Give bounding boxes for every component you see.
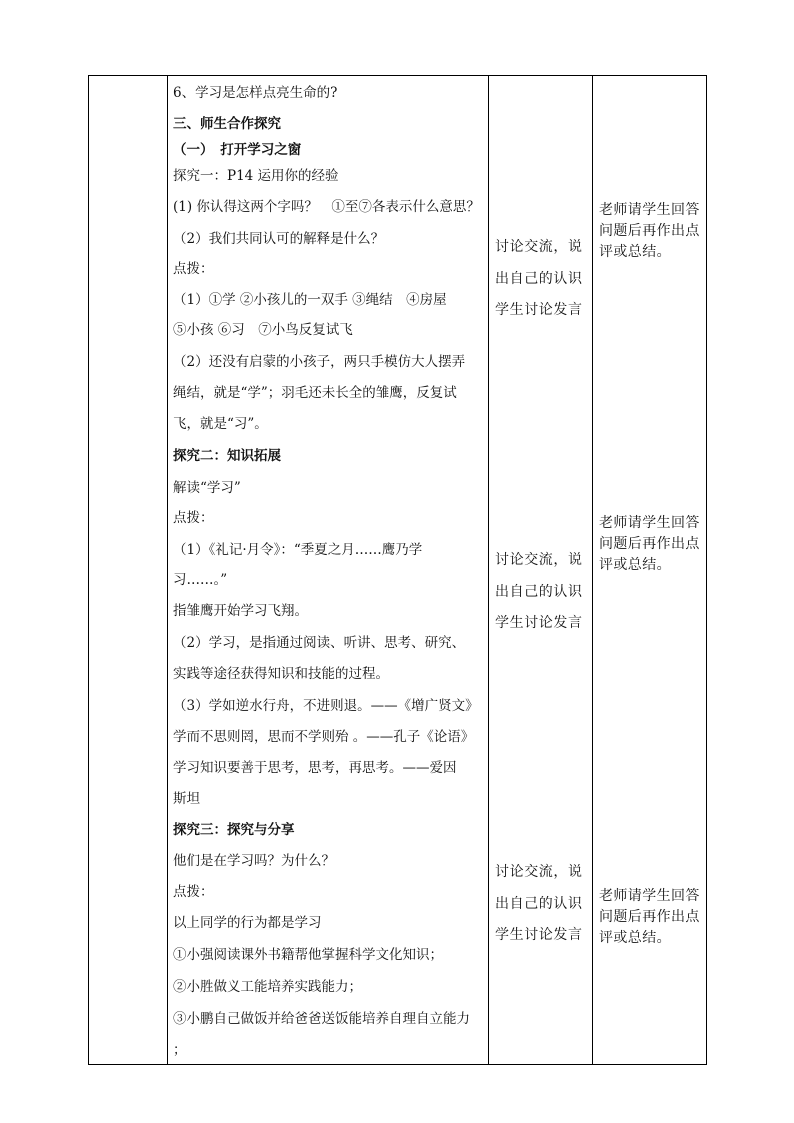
explore-1-line: 绳结，就是“学”；羽毛还未长全的雏鹰，反复试 <box>173 385 457 401</box>
teacher-activity-line: 评或总结。 <box>599 244 671 260</box>
explore-3-line: ； <box>173 1042 187 1058</box>
explore-1-line: 飞，就是“习”。 <box>173 416 268 432</box>
explore-1-line: ⑤小孩 ⑥习 ⑦小鸟反复试飞 <box>173 322 353 338</box>
explore-2-line: （2）学习，是指通过阅读、听讲、思考、研究、 <box>173 635 466 651</box>
subsection-heading: （一） 打开学习之窗 <box>173 142 302 158</box>
student-activity-line: 出自己的认识 <box>495 583 583 600</box>
explore-3-line: ①小强阅读课外书籍帮他掌握科学文化知识； <box>173 947 443 963</box>
student-activity-line: 学生讨论发言 <box>495 302 583 318</box>
explore-2-line: 习……。” <box>173 572 228 588</box>
student-activity-line: 讨论交流，说 <box>495 552 583 568</box>
student-activity-block <box>495 550 583 645</box>
explore-3-line: ③小鹏自己做饭并给爸爸送饭能培养自理自立能力 <box>173 1011 470 1027</box>
explore-3-line: 点拨： <box>173 884 214 900</box>
explore-3-title: 探究三：探究与分享 <box>173 822 295 838</box>
teacher-activity-line: 问题后再作出点 <box>599 536 700 552</box>
student-activity-line: 讨论交流，说 <box>495 864 583 880</box>
student-activity-block <box>495 237 583 332</box>
explore-1-title: 探究一：P14 运用你的经验 <box>173 168 339 184</box>
section-heading: 三、师生合作探究 <box>173 116 281 132</box>
explore-2-title: 探究二：知识拓展 <box>173 448 281 464</box>
explore-1-line: (1) 你认得这两个字吗？ ①至⑦各表示什么意思？ <box>173 199 480 215</box>
explore-2-line: 指雏鹰开始学习飞翔。 <box>173 603 308 619</box>
explore-2-line: 斯坦 <box>173 791 200 807</box>
explore-2-line: （1）《礼记·月令》：“季夏之月……鹰乃学 <box>173 542 423 558</box>
teacher-activity-block <box>599 886 700 949</box>
student-activity-line: 学生讨论发言 <box>495 615 583 631</box>
student-activity-block <box>495 862 583 957</box>
explore-3-line: ②小胜做义工能培养实践能力； <box>173 979 362 995</box>
lesson-plan-table <box>88 75 707 1065</box>
teacher-activity-line: 老师请学生回答 <box>599 202 700 218</box>
teacher-activity-line: 评或总结。 <box>599 557 671 573</box>
teacher-activity-block <box>599 200 700 263</box>
teacher-activity-line: 评或总结。 <box>599 930 671 946</box>
teacher-activity-line: 老师请学生回答 <box>599 515 700 531</box>
teacher-activity-line: 问题后再作出点 <box>599 909 700 925</box>
column-teaching-content <box>168 76 489 1064</box>
explore-2-line: （3）学如逆水行舟，不进则退。——《增广贤文》 <box>173 698 479 714</box>
teacher-activity-line: 问题后再作出点 <box>599 223 700 239</box>
explore-3-line: 他们是在学习吗？为什么？ <box>173 853 335 869</box>
explore-3-line: 以上同学的行为都是学习 <box>173 915 322 931</box>
student-activity-line: 学生讨论发言 <box>495 927 583 943</box>
explore-1-line: （2）我们共同认可的解释是什么？ <box>173 231 385 247</box>
student-activity-line: 出自己的认识 <box>495 270 583 287</box>
student-activity-line: 出自己的认识 <box>495 895 583 912</box>
explore-2-line: 解读“学习” <box>173 480 241 496</box>
explore-1-line: 点拨： <box>173 261 214 277</box>
column-student-activity <box>489 76 593 1064</box>
explore-2-line: 点拨： <box>173 510 214 526</box>
explore-2-line: 学习知识要善于思考，思考，再思考。——爱因 <box>173 760 457 776</box>
question-6: 6、学习是怎样点亮生命的? <box>173 85 338 101</box>
teacher-activity-block <box>599 513 700 576</box>
explore-2-line: 学而不思则罔，思而不学则殆 。——孔子《论语》 <box>173 729 475 745</box>
explore-1-line: （1）①学 ②小孩儿的一双手 ③绳结 ④房屋 <box>173 292 447 308</box>
teacher-activity-line: 老师请学生回答 <box>599 888 700 904</box>
student-activity-line: 讨论交流，说 <box>495 239 583 255</box>
explore-2-line: 实践等途径获得知识和技能的过程。 <box>173 666 389 682</box>
column-teacher-activity <box>593 76 706 1064</box>
column-stage <box>89 76 168 1064</box>
explore-1-line: （2）还没有启蒙的小孩子，两只手模仿大人摆弄 <box>173 354 466 370</box>
